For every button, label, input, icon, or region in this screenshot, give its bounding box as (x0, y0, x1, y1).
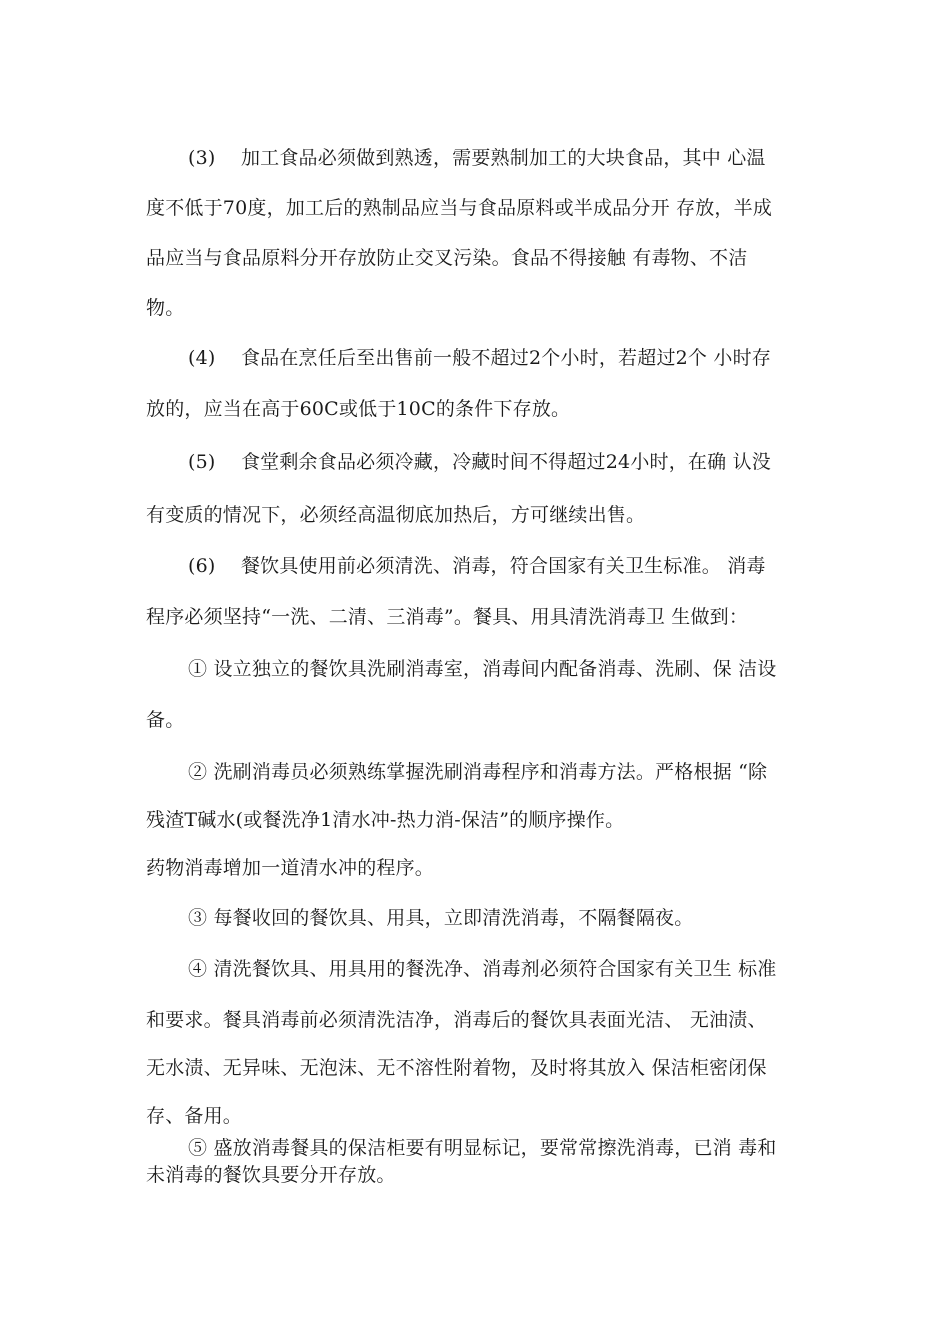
item-4-line-3: 无水渍、无异味、无泡沫、无不溶性附着物，及时将其放入 保洁柜密闭保 (146, 1057, 767, 1079)
item-2-line-1: ② 洗刷消毒员必须熟练掌握洗刷消毒程序和消毒方法。严格根据 “除 (188, 761, 768, 783)
item-2-line-3: 药物消毒增加一道清水冲的程序。 (146, 857, 435, 879)
paragraph-5-line-1: (5) 食堂剩余食品必须冷藏，冷藏时间不得超过24小时，在确 认没 (188, 451, 771, 473)
item-3-line-1: ③ 每餐收回的餐饮具、用具，立即清洗消毒，不隔餐隔夜。 (188, 907, 694, 929)
item-4-line-4: 存、备用。 (146, 1105, 243, 1127)
item-5-line-2: 未消毒的餐饮具要分开存放。 (146, 1164, 396, 1186)
paragraph-3-line-1: (3) 加工食品必须做到熟透，需要熟制加工的大块食品，其中 心温 (188, 147, 766, 169)
item-1-line-2: 备。 (146, 709, 185, 731)
paragraph-6-line-1: (6) 餐饮具使用前必须清洗、消毒，符合国家有关卫生标准。 消毒 (188, 555, 766, 577)
item-2-line-2: 残渣T碱水(或餐洗净1清水冲-热力消-保洁”的顺序操作。 (146, 809, 625, 831)
paragraph-6-line-2: 程序必须坚持“一洗、二清、三消毒”。餐具、用具清洗消毒卫 生做到： (146, 606, 749, 628)
item-1-line-1: ① 设立独立的餐饮具洗刷消毒室，消毒间内配备消毒、洗刷、保 洁设 (188, 658, 777, 680)
item-5-line-1: ⑤ 盛放消毒餐具的保洁柜要有明显标记，要常常擦洗消毒，已消 毒和 (188, 1137, 777, 1159)
paragraph-5-line-2: 有变质的情况下，必须经高温彻底加热后，方可继续出售。 (146, 504, 646, 526)
item-4-line-1: ④ 清洗餐饮具、用具用的餐洗净、消毒剂必须符合国家有关卫生 标准 (188, 958, 777, 980)
paragraph-3-line-4: 物。 (146, 297, 185, 319)
paragraph-4-line-1: (4) 食品在烹任后至出售前一般不超过2个小时，若超过2个 小时存 (188, 347, 771, 369)
item-4-line-2: 和要求。餐具消毒前必须清洗洁净，消毒后的餐饮具表面光洁、 无油渍、 (146, 1009, 767, 1031)
paragraph-3-line-2: 度不低于70度，加工后的熟制品应当与食品原料或半成品分开 存放，半成 (146, 197, 773, 219)
paragraph-4-line-2: 放的，应当在高于60C或低于10C的条件下存放。 (146, 398, 571, 420)
paragraph-3-line-3: 品应当与食品原料分开存放防止交叉污染。食品不得接触 有毒物、不洁 (146, 247, 748, 269)
